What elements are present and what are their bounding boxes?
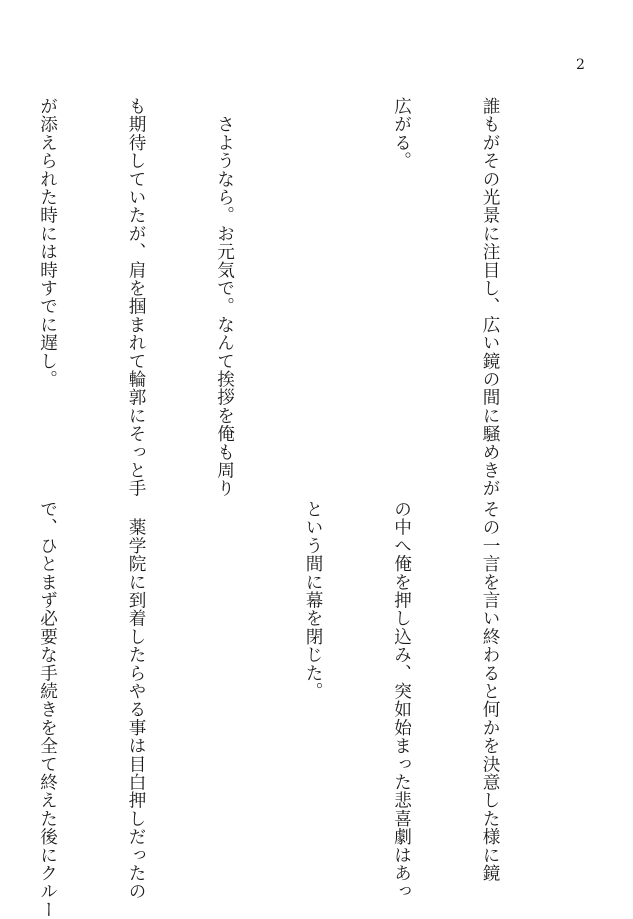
text-line <box>298 97 328 442</box>
lower-text-block <box>0 500 563 919</box>
text-line: という間に幕を閉じた。 <box>303 500 323 701</box>
text-line: 薬学院に到着したらやる事は目白押しだったの <box>126 500 146 901</box>
text-line: 誰もがその光景に注目し、広い鏡の間に騒めきが <box>480 97 500 498</box>
text-line: その一言を言い終わると何かを決意した様に鏡 <box>480 500 500 883</box>
text-line: で、ひとまず必要な手続きを全て終えた後にクルー <box>37 500 58 919</box>
upper-text-block <box>0 97 563 498</box>
text-line: が添えられた時には時すでに遅し。 <box>37 97 58 389</box>
text-line: の中へ俺を押し込み、突如始まった悲喜劇はあっ <box>391 500 412 901</box>
text-line: も期待していたが、肩を掴まれて輪郭にそっと手 <box>126 97 146 498</box>
page-number: 2 <box>576 57 585 73</box>
text-line: さようなら。お元気で。なんて挨拶を俺も周り <box>214 97 235 498</box>
text-line: 広がる。 <box>391 97 412 170</box>
text-line <box>209 500 239 845</box>
